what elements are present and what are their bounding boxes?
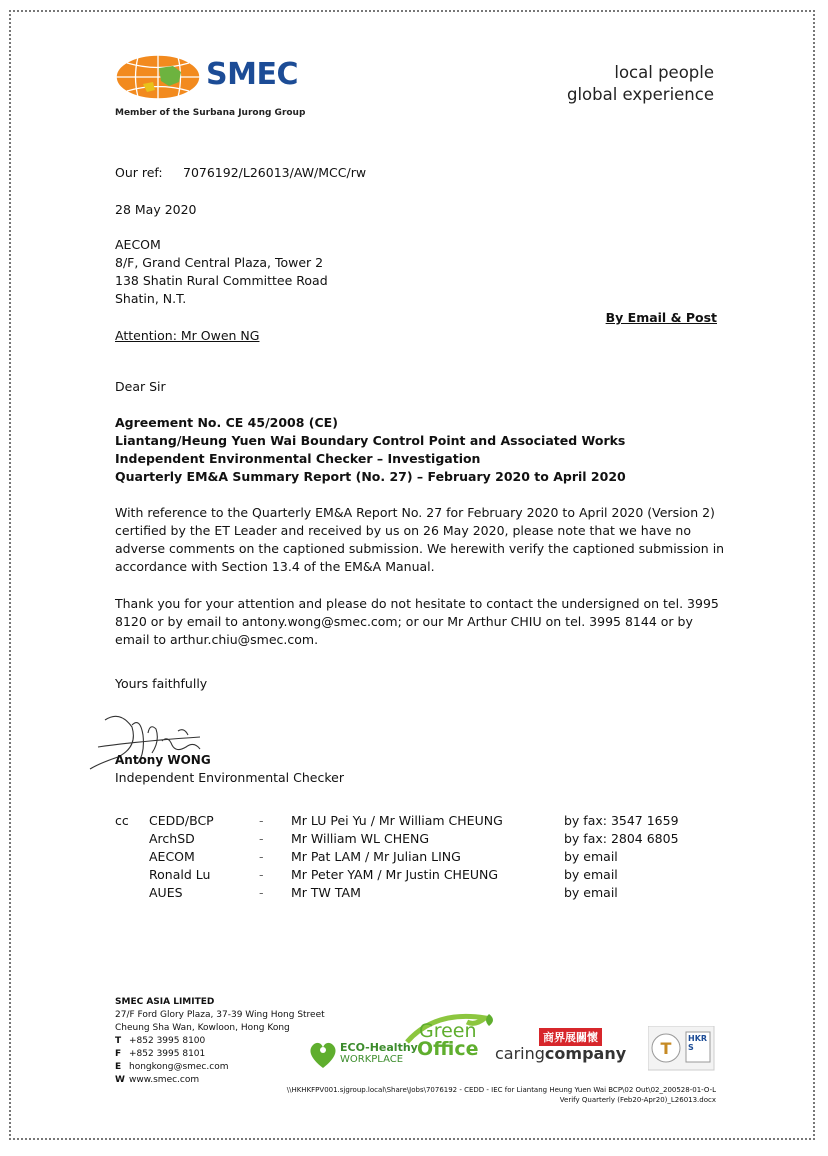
table-row — [115, 813, 679, 831]
cc-org: CEDD/BCP — [149, 813, 214, 828]
footer-address-line: 27/F Ford Glory Plaza, 37-39 Wing Hong Street — [115, 1010, 325, 1020]
letter-date: 28 May 2020 — [115, 202, 197, 217]
signatory-title: Independent Environmental Checker — [115, 770, 344, 785]
table-row — [115, 885, 679, 903]
footer-email: E hongkong@smec.com — [115, 1062, 229, 1072]
cc-dash: - — [259, 849, 264, 864]
cc-names: Mr TW TAM — [291, 885, 361, 900]
tagline-line-1: local people — [614, 63, 714, 82]
footer-address — [115, 996, 325, 1087]
footer-address-line: Cheung Sha Wan, Kowloon, Hong Kong — [115, 1023, 290, 1033]
address-line: Shatin, N.T. — [115, 291, 187, 306]
cc-org: AECOM — [149, 849, 195, 864]
attention-line: Attention: Mr Owen NG — [115, 328, 260, 343]
member-line: Member of the Surbana Jurong Group — [115, 108, 306, 118]
table-row — [115, 831, 679, 849]
our-ref-label: Our ref: — [115, 165, 163, 180]
heart-leaf-icon — [308, 1038, 338, 1070]
logo-wordmark: SMEC — [206, 57, 298, 92]
cc-via: by fax: 3547 1659 — [564, 813, 679, 828]
address-line: 8/F, Grand Central Plaza, Tower 2 — [115, 255, 324, 270]
cc-dash: - — [259, 813, 264, 828]
cc-via: by email — [564, 849, 618, 864]
salutation: Dear Sir — [115, 379, 166, 394]
cc-names: Mr LU Pei Yu / Mr William CHEUNG — [291, 813, 503, 828]
paragraph-2: Thank you for your attention and please do not hesitate to contact the undersigned on tel. 3995 8120 or by email to antony.wong@smec.com; or our Mr Arthur CHIU on tel. 3995 8144 or by email to arthur.chiu@smec.com. — [115, 596, 719, 647]
svg-text:T: T — [660, 1039, 672, 1058]
address-line: AECOM — [115, 237, 161, 252]
signatory-name: Antony WONG — [115, 753, 211, 767]
subject-line: Independent Environmental Checker – Investigation — [115, 451, 481, 466]
subject-line: Quarterly EM&A Summary Report (No. 27) – February 2020 to April 2020 — [115, 469, 626, 484]
smec-logo — [113, 52, 313, 107]
caring-company-logo: 商界展關懷 caringcompany — [495, 1028, 635, 1073]
address-line: 138 Shatin Rural Committee Road — [115, 273, 328, 288]
footer-fax: F +852 3995 8101 — [115, 1049, 206, 1059]
paragraph-1: With reference to the Quarterly EM&A Report No. 27 for February 2020 to April 2020 (Version 2) certified by the ET Leader and received by us on 26 May 2020, please note that we have no adverse comments on the captioned submission. We herewith verify the captioned submission in accordance with Section 13.4 of the EM&A Manual. — [115, 505, 725, 574]
cc-dash: - — [259, 885, 264, 900]
file-path: \\HKHKFPV001.sjgroup.local\Share\Jobs\7076192 - CEDD - IEC for Liantang Heung Yuen Wai BCP\02 Out\02_200528-01-O-L Verify Quarterly (Feb20-Apr20)_L26013.docx — [286, 1086, 716, 1104]
cc-names: Mr Peter YAM / Mr Justin CHEUNG — [291, 867, 499, 882]
footer-web: W www.smec.com — [115, 1075, 200, 1085]
cc-org: AUES — [149, 885, 183, 900]
footer-tel: T +852 3995 8100 — [115, 1036, 206, 1046]
tagline — [567, 62, 714, 106]
subject-line: Agreement No. CE 45/2008 (CE) — [115, 415, 338, 430]
our-ref-value: 7076192/L26013/AW/MCC/rw — [183, 165, 367, 180]
hkrs-logo: T HKRS — [648, 1026, 716, 1072]
cc-via: by email — [564, 867, 618, 882]
subject-line: Liantang/Heung Yuen Wai Boundary Control Point and Associated Works — [115, 433, 626, 448]
globe-icon — [113, 52, 203, 102]
cc-names: Mr Pat LAM / Mr Julian LING — [291, 849, 461, 864]
subject-block — [115, 414, 626, 486]
cc-dash: - — [259, 867, 264, 882]
cc-names: Mr William WL CHENG — [291, 831, 430, 846]
delivery-method: By Email & Post — [605, 310, 717, 325]
cc-org: ArchSD — [149, 831, 195, 846]
cc-via: by email — [564, 885, 618, 900]
cc-org: Ronald Lu — [149, 867, 211, 882]
cc-via: by fax: 2804 6805 — [564, 831, 679, 846]
cc-dash: - — [259, 831, 264, 846]
table-row — [115, 867, 679, 885]
recipient-address — [115, 236, 328, 308]
green-office-logo: Green Office — [405, 1012, 497, 1068]
table-row — [115, 849, 679, 867]
cc-table — [115, 813, 679, 903]
tagline-line-2: global experience — [566, 85, 714, 104]
eco-healthy-workplace-logo: ECO-Healthy WORKPLACE — [308, 1036, 420, 1072]
footer-company: SMEC ASIA LIMITED — [115, 997, 215, 1007]
cc-label: cc — [115, 813, 129, 828]
closing: Yours faithfully — [115, 676, 208, 691]
